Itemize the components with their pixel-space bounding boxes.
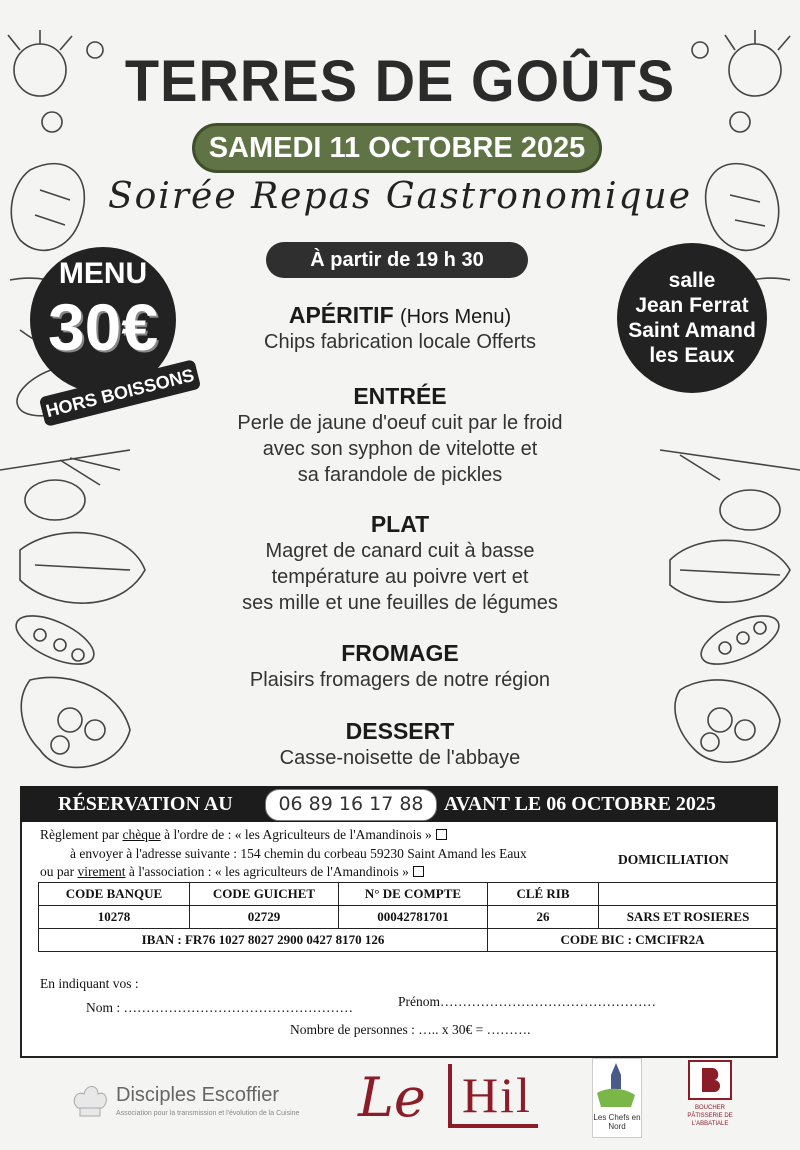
table-cell: CLÉ RIB xyxy=(488,883,599,906)
table-cell: SARS ET ROSIERES xyxy=(599,906,778,929)
indicating-label: En indiquant vos : xyxy=(40,976,139,991)
table-cell: 02729 xyxy=(190,906,339,929)
table-row xyxy=(39,883,778,906)
table-cell: 10278 xyxy=(39,906,190,929)
text: chèque xyxy=(122,827,161,842)
reservation-phone[interactable]: 06 89 16 17 88 xyxy=(265,789,437,821)
payment-cheque-line xyxy=(40,827,447,843)
table-cell xyxy=(599,883,778,906)
table-row xyxy=(39,906,778,929)
venue-line-2: Jean Ferrat xyxy=(635,294,749,317)
le-hil-logo-frame xyxy=(448,1064,538,1128)
payment-form xyxy=(20,822,778,1058)
venue-line-1: salle xyxy=(668,269,716,292)
aperitif-line: Chips fabrication locale Offerts xyxy=(264,331,536,353)
persons-field[interactable]: Nombre de personnes : ….. x 30€ = ………. xyxy=(290,1022,531,1037)
transfer-checkbox[interactable] xyxy=(413,866,424,877)
text: Règlement par xyxy=(40,827,120,842)
chef-hat-icon xyxy=(70,1082,110,1122)
fromage-title: FROMAGE xyxy=(341,640,459,666)
venue-line-4: les Eaux xyxy=(649,344,735,367)
bic-cell: CODE BIC : CMCIFR2A xyxy=(488,929,778,952)
disciples-escoffier-logo xyxy=(70,1060,310,1130)
chefs-en-nord-text: Les Chefs en Nord xyxy=(593,1113,641,1131)
entree-line: sa farandole de pickles xyxy=(297,464,503,486)
table-cell: 00042781701 xyxy=(339,906,488,929)
text: virement xyxy=(77,864,126,879)
event-time: À partir de 19 h 30 xyxy=(266,242,528,278)
b-monogram-icon xyxy=(688,1060,732,1100)
event-title: TERRES DE GOÛTS xyxy=(124,47,676,114)
table-row xyxy=(39,929,778,952)
plat-line: ses mille et une feuilles de légumes xyxy=(242,592,558,614)
menu-dessert xyxy=(150,718,650,771)
dessert-line: Casse-noisette de l'abbaye xyxy=(279,747,521,769)
le-hil-logo-le: Le xyxy=(358,1066,426,1129)
boucher-text: BOUCHER PÂTISSERIE DE L'ABBATIALE xyxy=(687,1105,733,1127)
reservation-prefix: RÉSERVATION AU xyxy=(58,793,233,815)
boucher-abbatiale-logo xyxy=(682,1060,738,1132)
payment-address-line: à envoyer à l'adresse suivante : 154 chemin du corbeau 59230 Saint Amand les Eaux xyxy=(70,846,527,861)
menu-entree xyxy=(150,383,650,488)
reservation-banner xyxy=(20,786,778,822)
menu-label: MENU xyxy=(58,257,148,290)
menu-fromage xyxy=(150,640,650,693)
text: à l'association : « les agriculteurs de l'Amandinois » xyxy=(128,864,409,879)
firstname-field[interactable]: Prénom………………………………………… xyxy=(398,994,656,1009)
dessert-title: DESSERT xyxy=(345,718,455,744)
text: à l'ordre de : « les Agriculteurs de l'Amandinois » xyxy=(164,827,432,842)
table-cell: CODE BANQUE xyxy=(39,883,190,906)
venue-line-3: Saint Amand xyxy=(628,319,756,342)
entree-title: ENTRÉE xyxy=(353,383,447,409)
menu-plat xyxy=(150,511,650,616)
table-cell: 26 xyxy=(488,906,599,929)
drinks-excluded-label: HORS BOISSONS xyxy=(39,359,202,427)
entree-line: avec son syphon de vitelotte et xyxy=(262,438,538,460)
event-subtitle: Soirée Repas Gastronomique xyxy=(107,176,693,217)
table-cell: N° DE COMPTE xyxy=(339,883,488,906)
iban-cell: IBAN : FR76 1027 8027 2900 0427 8170 126 xyxy=(39,929,488,952)
plat-line: Magret de canard cuit à basse xyxy=(265,540,535,562)
table-cell: CODE GUICHET xyxy=(190,883,339,906)
cheque-checkbox[interactable] xyxy=(436,829,447,840)
chefs-en-nord-logo xyxy=(592,1058,642,1138)
disciples-name: Disciples Escoffier xyxy=(116,1084,280,1106)
text: ou par xyxy=(40,864,75,879)
menu-price: 30€ xyxy=(47,290,159,364)
menu-aperitif xyxy=(150,302,650,355)
fromage-line: Plaisirs fromagers de notre région xyxy=(249,669,551,691)
reservation-deadline: AVANT LE 06 OCTOBRE 2025 xyxy=(444,793,716,815)
entree-line: Perle de jaune d'oeuf cuit par le froid xyxy=(237,412,563,434)
domiciliation-label: DOMICILIATION xyxy=(618,852,729,867)
le-hil-logo-hil: Hil xyxy=(462,1067,532,1123)
bank-details-table xyxy=(38,882,778,952)
disciples-tagline: Association pour la transmission et l'évolution de la Cuisine xyxy=(116,1110,300,1117)
aperitif-note: (Hors Menu) xyxy=(400,306,512,328)
payment-transfer-line xyxy=(40,864,424,880)
event-date: SAMEDI 11 OCTOBRE 2025 xyxy=(192,123,602,173)
belfry-map-icon xyxy=(593,1059,639,1109)
vegetable-illustration-right-icon xyxy=(640,30,800,790)
plat-title: PLAT xyxy=(370,511,430,537)
name-field[interactable]: Nom : …………………………………………… xyxy=(86,1000,354,1015)
aperitif-title: APÉRITIF xyxy=(288,302,394,328)
plat-line: température au poivre vert et xyxy=(271,566,529,588)
